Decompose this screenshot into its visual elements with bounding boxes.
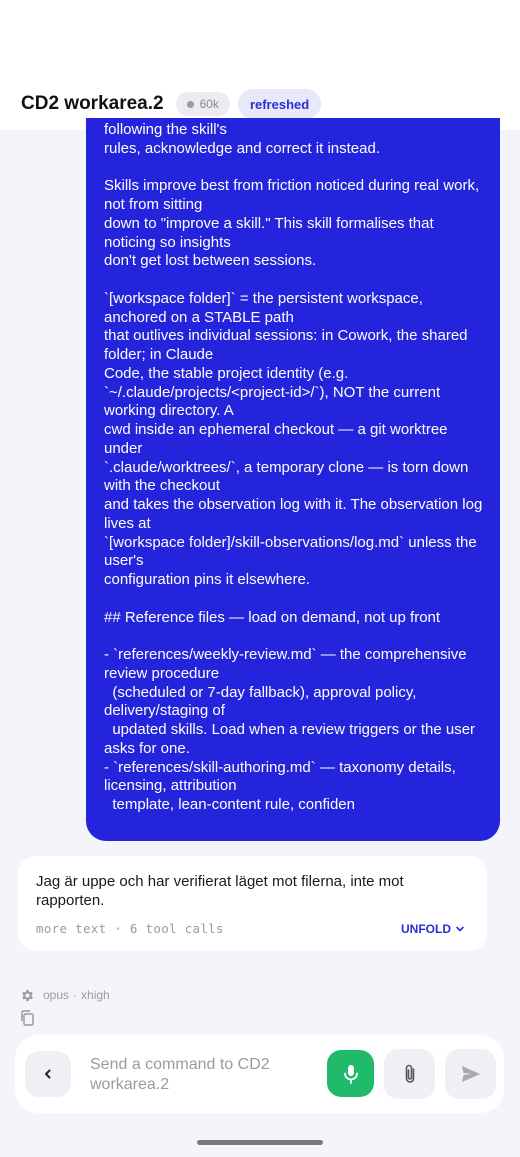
unfold-label: UNFOLD [401, 921, 451, 936]
unfold-button[interactable] [401, 922, 465, 936]
command-input[interactable]: Send a command to CD2 workarea.2 [90, 1056, 270, 1093]
chat-thread[interactable] [0, 121, 520, 960]
send-button[interactable] [445, 1049, 496, 1099]
user-message-bubble: following the skill's rules, acknowledge and correct it instead. Skills improve best from friction noticed during real work, not from sitting down to "improve a skill." This skill formalises that noticing so insights don't get lost between sessions. `[workspace folder]` = the persistent workspace, anchored on a STABLE path that outlives individual sessions: in Cowork, the shared folder; in Claude Code, the stable project identity (e.g. `~/.claude/projects/<project-id>/`), NOT the current working directory. A cwd inside an ephemeral checkout — a git worktree under `.claude/worktrees/`, a temporary clone — is torn down with the checkout and takes the observation log with it. The observation log lives at `[workspace folder]/skill-observations/log.md` unless the user's configuration pins it elsewhere. ## Reference files — load on demand, not up front - `references/weekly-review.md` — the comprehensive review procedure (scheduled or 7-day fallback), approval policy, delivery/staging of updated skills. Load when a review triggers or the user asks for one. - `references/skill-authoring.md` — taxonomy details, licensing, attribution template, lean-content rule, confiden [86, 118, 500, 841]
chevron-left-icon [42, 1068, 54, 1080]
send-icon [460, 1064, 482, 1084]
copy-icon[interactable] [19, 1009, 37, 1027]
microphone-icon [341, 1063, 361, 1085]
microphone-button[interactable] [327, 1050, 374, 1097]
model-separator: · [73, 988, 78, 1002]
home-indicator[interactable] [197, 1140, 323, 1145]
tool-calls-summary: more text · 6 tool calls [36, 921, 224, 936]
effort-level: xhigh [81, 988, 110, 1002]
gear-icon [20, 988, 35, 1003]
assistant-message-meta [36, 921, 465, 936]
token-count-badge [176, 92, 230, 116]
session-title[interactable]: CD2 workarea.2 [21, 93, 164, 114]
attach-button[interactable] [384, 1049, 435, 1099]
refreshed-badge[interactable]: refreshed [238, 89, 321, 119]
assistant-message-card [18, 856, 487, 951]
chevron-down-icon [455, 924, 465, 934]
model-settings-row[interactable] [20, 987, 110, 1003]
header-row [21, 89, 321, 119]
app-header [0, 0, 520, 130]
token-count-label: 60k [199, 97, 219, 111]
assistant-message-text: Jag är uppe och har verifierat läget mot filerna, inte mot rapporten. [36, 873, 404, 909]
back-button[interactable] [25, 1051, 71, 1097]
paperclip-icon [403, 1063, 417, 1085]
command-composer [15, 1035, 504, 1113]
model-name: opus [43, 988, 70, 1002]
token-status-dot [187, 101, 194, 108]
